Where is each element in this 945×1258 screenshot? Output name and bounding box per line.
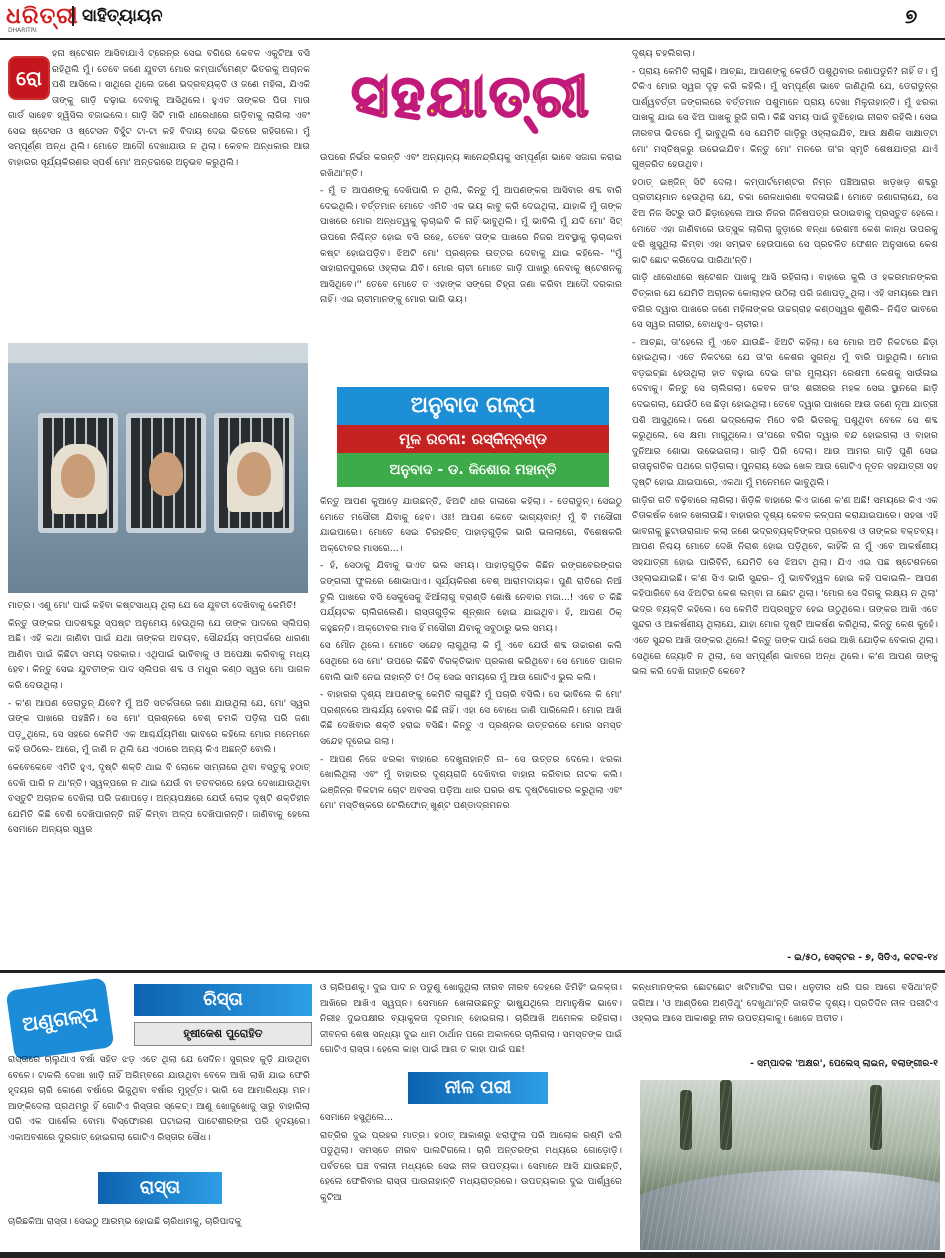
anugalpa-signature: - ସମ୍ପାଦକ 'ଅକ୍ଷର', ପେଲେସ୍ ଲାଇନ, ବଲାଙ୍ଗୀର-୧ [750, 1058, 938, 1069]
bottom-rule [0, 1252, 945, 1258]
newspaper-logo: ଧରିତ୍ରୀ [6, 3, 79, 29]
story-paragraph: - ପ୍ରାୟ କେମିତି ଲାଗୁଛି। ଆଚ୍ଛା, ଆପଣଙ୍କୁ କେଉଁଠି ପଶୁଥିବାର ଜଣାପଡୁନି? ନାହିଁ ତ। ମୁଁ ଟିକିଏ ମୋର ସ୍ୱର ଦୃଢ଼ କରି କହିଲି। ମୁଁ ସମ୍ପୂର୍ଣ୍ଣ ଭାବେ ଜାଣିଥିଲି ଯେ, ଡେରାଡୁନ୍‌ର ପାର୍ଶ୍ୱବର୍ତ୍ତୀ ଜଙ୍ଗଲରେ ବର୍ତ୍ତମାନ ପଶୁମାନେ ପ୍ରାୟ ଦେଖା ମିଳୁନାହାନ୍ତି। ମୁଁ ଝରକା ପାଖକୁ ଯାଇ ସେ ଝିଅ ପାଖକୁ ରୁଜି ଗଲି। କିଛି ସମୟ ପାଇଁ ବୁଝିହୋଇ ନୀରବ ରହିଲି। ସେଇ ନୀରବତା ଭିତରେ ମୁଁ ଭାବୁଥିଲି ସେ ଯେମିତି ଗାଡ଼ିରୁ ଓହ୍ଲାଇଯିବ, ଆଉ କ୍ଷଣିକ ସାକ୍ଷାତ୍‌ଟା ମୋ' ମସ୍ତିଷ୍କରୁ ଉଭେଇଯିବ। କିନ୍ତୁ ମୋ' ମନରେ ତା'ର ସ୍ମୃତି ଶେଷଯାତ୍ରା ଯାଏଁ ଗୁଞ୍ଜରିତ ହେଉଥିବ। [632, 65, 938, 171]
anugalpa-badge: ଅଣୁଗଳ୍ପ [6, 977, 115, 1060]
story-paragraph: - ଆପଣ ନିଜେ ଝରକା ବାହାରେ ଦେଖୁନାହାନ୍ତି ନା– ସେ ଉତ୍ତର ଦେଲେ। ଝରକା ଖୋଲିଥିଲା ଏବଂ ମୁଁ ବାହାରର ଦୃଶ୍ୟରାଜି ଦେଖିବାର ବାହାନା କରିବାର ନାଟକ କଲି। ଇଞ୍ଜିନ୍‌ର ବିକଟାଳ ଚୋଟ ଅବସର ପଡ଼ିଆ ଧାର ଘରର ଶବ୍ଦ ଦୃଷ୍ଟିଗୋଚର କରୁଥିଲା ଏବଂ ମୋ' ମସ୍ତିଷ୍କରେ ଟେଲିଫୋନ୍ ଖୁଣ୍ଟ ପଣ୍ଡାଦ୍ଗମନର [320, 753, 622, 812]
section-divider [0, 970, 945, 973]
story-paragraph: ଗାଡ଼ିର ଗତି ବଢ଼ିବାରେ ଲାଗିଲା। ଖିଡ଼ିକି ବାହାରେ କିଏ ଜାଣେ କ'ଣ ଅଛି! ସମୟରେ କିଏ ଏକ ଚିତାକର୍ଷକ ଖେଳ ଖେଳାଉଛି। ବାହାରର ଦୃଶ୍ୟ କେବଳ କଳ୍ପନା କରାଯାଇପାରେ। ସହସା ଏହି ଭାବନାକୁ ଛୁଟାଉରାଗାତ କଲା ଜଣେ ଭଦ୍ରବ୍ୟକ୍ତିଙ୍କର ପ୍ରବେଶ ଓ ତାଙ୍କର ବକ୍ତବ୍ୟ। ଆପଣ ନିଶ୍ଚୟ ମୋତେ ଦେଖି ନିରାଶ ହୋଇ ପଡ଼ିଥିବେ, କାହିଁକି ନା ମୁଁ ଏବେ ଆକର୍ଷଣୀୟ ସହଯାତ୍ରୀ ହୋଇ ପାରିବିନି, ଯେମିତି ସେ ଝିଅଟା ଥିଲା। ଯିଏ ଏଇ ପଛ ଷ୍ଟେଶନରେ ଓହ୍ଲାଇଯାଇଛି। କ'ଣ ସିଏ ଭାରି ସୁନ୍ଦର– ମୁଁ ଭାବବିହ୍ୱଳ ହୋଇ କହି ପକାଇଲି– ଆପଣ କହିପାରିବେ ସେ ଝିଅଟିର କେଶ ଲମ୍ବା ନା ଛୋଟ ଥିଲା। 'ମୋର ସେ ଦିଗକୁ ଲକ୍ଷ୍ୟ ନ ଥିଲା' ଭଦ୍ର ବ୍ୟକ୍ତି କହିଲେ। ସେ କେମିତି ଅପ୍ରସ୍ତୁତ ହେଇ ଉଠୁଥିଲେ। ତାଙ୍କର ଆଖି ଏତେ ସୁନ୍ଦର ଓ ଆକର୍ଷଣୀୟ ଥିଲାଯେ, ଯାହା ମୋର ଦୃଷ୍ଟି ଆକର୍ଷଣ କରିଥିଲା, କିନ୍ତୁ କେଶ କୁହେଁ। ଏତେ ସୁନ୍ଦର ଆଖି ତାଙ୍କର ଥିଲେ! କିନ୍ତୁ ତାଙ୍କ ପାଇଁ ସେଇ ଆଖି ଯୋଡ଼ିକ ବେକାର ଥିଲା। ସେଥିରେ ଜ୍ୟୋତି ନ ଥିଲା, ସେ ସମ୍ପୂର୍ଣ୍ଣ ଭାବରେ ଅନ୍ଧ ଥିଲେ। କ'ଣ ଆପଣ ତାଙ୍କୁ ଭଲ କରି ଦେଖି ନାହାନ୍ତି କେବେ? [632, 494, 938, 678]
original-author: ମୂଳ ରଚନା: ରସ୍କିନ୍‌ବଣ୍ଡ [337, 425, 609, 453]
story-paragraph: ହଠାତ୍ ଇଞ୍ଜିନ୍ ସିଟି ଦେଲା। କମ୍ପାର୍ଟମେଣ୍ଟର ନିମ୍ନ ପଞ୍ଚିଆରାର ଖଡ଼ଖଡ଼ ଶବ୍ଦରୁ ପ୍ରତୀୟମାନ ହେଉଥିଲା ଯେ, ଚକା ରେଳଧାରଣା ବଦଳାଉଛି। ମୋତେ ଜଣାଗଲାଯେ, ସେ ଝିଅ ନିଜ ସିଟ୍‌ରୁ ଉଠି ଛିଡ଼ାହେଲେ ଆଉ ନିଜର ଜିନିଷପତ୍ର ଉଠାଇବାକୁ ପ୍ରସ୍ତୁତ ହେଲେ। ମୋତେ ଏହା ଜାଣିବାରେ ଉତ୍ସୁକ ଲାଗିଲା ଜୁଡ଼ାରେ ବନ୍ଧା ରେଶମୀ କେଶ କାନ୍ଧ ଉପରକୁ ଝରି ଖୁସୁଥିଲା କିମ୍ବା ଏହା ସମ୍ଭବ ହେଉପାରେ ସେ ପ୍ରଚଳିତ ଫେଶନ ଅନୁସାରେ କେଶ କାଟି ଛୋଟ କରିଦେଇ ପାରିଥା'ନ୍ତି। [632, 176, 938, 266]
story-paragraph: ରାସ୍ତାରେ ଚାଲୁଥାଏ ବର୍ଷା ସହିତ ଝଡ଼ ଏତେ ଥିଲା ଯେ ସେଦିନ। ସୁଗ୍ରହ କୁଡ଼ି ଯାଉଥିବା ବେଳେ। ଟାକଲି ଦେଖା ଖାଡ଼ି ନାହିଁ ଅଗିମ୍ବରେ ଯାଉଥିବା ବେଳେ ଆଖି ଲାଖି ଯାଇ ଫେରି ହୃଦୟର ଚାରି କୋଣେ ବର୍ଷାରେ ଭିଜୁଥିବା ବର୍ଷାର ମୁହୂର୍ତ୍ତ। ଭାରି ସେ ଆମାରିଧ୍ୟା ମନ। ଆଙ୍କିଦେଲା ପ୍ରଥମରୁ ହିଁ ଗୋଟିଏ ରିସ୍ତାର ସ୍କେଚ୍। ଆଣୁ ଖୋଜୁଖୋଜୁ ସାରୁ ବାହାରିଲା ପରି ଏକ ପାର୍ଶେଲ ବୋମା ବିସ୍ଫୋରଣ ଘଟାଇଲା ପାଟେଶୀରଙ୍ଗ ପରି ହୃଦୟରେ। ଏକାଅବଶରେ ଦୁରଗାତ୍ ହୋଇଗଲା ଗୋଟିଏ ରିସ୍ତାର ସୌଧ। [8, 1054, 310, 1143]
page-number: ୭ [905, 4, 918, 28]
story-col3 [632, 46, 938, 946]
story-paragraph: କିନ୍ତୁ ଆପଣ କୁଆଡ଼େ ଯାଉଛନ୍ତି, ଝିଅଟି ଧୀର ଗଳାରେ କହିଲା। - ଡେରାଡୁନ୍। ସେଇଠୁ ମୋତେ ମସୌରୀ ଯିବାକୁ ହେବ। ଓଃ! ଆପଣ କେତେ ଭାଗ୍ୟବାନ୍! ମୁଁ ବି ମସୌରୀ ଯାଇପାରେ। ମୋତେ ସେଇ ଚିରହରିତ୍ ପାହାଡ଼ଗୁଡ଼ିକ ଭାରି ଭଲଲାଗେ, ବିଶେଷକରି ଅକ୍ଟୋବର ମାସରେ...। [320, 496, 622, 554]
dropcap: ରୋ [8, 56, 50, 100]
story-paragraph: - ବାହାରର ଦୃଶ୍ୟ ଆପଣଙ୍କୁ କେମିତି ଲାଗୁଛି? ମୁଁ ପଚାରି ବସିଲି। ସେ ଭାବିଲେ କି ମୋ' ପ୍ରଶ୍ନରେ ଆଶ୍ଚର୍ଯ୍ୟ ହେବାର କିଛି ନାହିଁ। ଏହା ସେ ବୋଧେ ଜାଣି ପାରିଲେନି। ମୋର ଆଖି କିଛି ଦେଖିବାର ଶକ୍ତି ହରାଇ ବସିଛି। କିନ୍ତୁ ଏ ପ୍ରଶ୍ନର ଉତ୍ତରରେ ମୋର ସମସ୍ତ ସନ୍ଦେହ ଦୂରେଇ ଗଲା। [320, 689, 622, 747]
story-paragraph: କନ୍ଧମାନଙ୍କର ଛୋଟଛୋଟ ଖଟିମାଟିର ଘର। ଧନୁତୀର ଧରି ଘର ଆଗେ ବସିଥା'ନ୍ତି ଜଗିଆ। 'ଓ ଆଣ୍ଡିରେ ଅଣ୍ଡିଥୁ' ଦେଖୁଥା'ନ୍ତି ଜାଗତିକ ଦୃଶ୍ୟ। ପ୍ରତିଦିନ ନୀଳ ପରୀଟିଏ ଓହ୍ଲାଇ ଆସେ ଆକାଶରୁ ନୀଳ ଉପତ୍ୟକାକୁ। ଖୋଜେ ଅତୀତ। [632, 982, 938, 1025]
story-title-box [320, 46, 622, 146]
story-title: ସହଯାତ୍ରୀ [351, 62, 591, 130]
rain-road-photo [640, 1080, 940, 1250]
story1-title: ରିସ୍ତା [134, 984, 312, 1016]
story-paragraph: ଗାଡ଼ି ଧୀରେଧୀରେ ଷ୍ଟେଶନ ପାଖକୁ ଆସି ରହିଗଲା। ବାହାରେ କୁଲି ଓ ହକରମାନଙ୍କର ଚିତ୍କାର ଯେ ଯେମିତି ଅଚାନକ କୋଲାହଳ ଉଠିଲା ପରି ଜଣାପଡ଼ୁଥିଲା। ଏହି ସମୟରେ ଆମ ବଗିର ଦ୍ୱାର ପାଖରେ ଜଣେ ମହିଳାଙ୍କର ଉଚ୍ଚଗ୍ରାହ କଣ୍ଠସ୍ୱର ଶୁଣିଲି– ନିଶ୍ଚିତ ଭାବରେ ସେ ସ୍ୱର ନାରୀର, ବୋଧହୁଏ– ଚାଚୀର। [632, 272, 938, 331]
page-header [0, 0, 945, 40]
anugalpa-col2-bottom [320, 1110, 622, 1248]
story-col2-bottom [320, 494, 622, 964]
banner-label: ଅନୁବାଦ ଗଳ୍ପ [337, 387, 609, 425]
story-col2-top [320, 150, 622, 382]
story-paragraph: ଚାରିଛକିଆ ରାସ୍ତା। ସେଇଠୁ ଆରମ୍ଭ ହୋଇଛି ଚାରିଧାମକୁ, ଚାରିପାଦକୁ [8, 1216, 242, 1227]
train-body [8, 363, 308, 593]
story-col1-mid [8, 108, 310, 340]
story-col1-bottom [8, 598, 310, 964]
translator: ଅନୁବାଦ - ଡ. କିଶୋର ମହାନ୍ତି [337, 453, 609, 487]
anugalpa-badge-wrap [10, 984, 110, 1054]
story1-body [8, 1052, 310, 1170]
story3-title: ନୀଳ ପରୀ [408, 1072, 548, 1104]
author-address: - ଇ/୫୦, ସେକ୍ଟର - ୭, ସିଡିଏ, କଟକ-୧୪ [787, 952, 938, 963]
story-paragraph: ହନା ଷ୍ଟେଶନ ଆସିବାଯାଏଁ ଟ୍ରେନ୍‌ର ସେଇ ବଗିରେ କେବଳ ଏକୁଟିଆ ବସି ରହିଥିଲି ମୁଁ। ତେବେ ଜଣେ ଯୁବତୀ ମୋର କମ୍ପାର୍ଟମେଣ୍ଟ ଭିତରକୁ ଅଚାନକ ପଶି ଆସିଲେ। ସାଥିରେ ଥିଲେ ଜଣେ ଭଦ୍ରବ୍ୟକ୍ତି ଓ ଜଣେ ମହିଳା, ଯିଏକି ତାଙ୍କୁ ଗାଡ଼ି ଚଢ଼ାଇ ଦେବାକୁ ଆସିଥିଲେ। ହୁଏତ ତାଙ୍କର ପିତା ମାତା [52, 48, 310, 106]
story-paragraph: ଦୃଶ୍ୟ ଚହଲିଗଲା। [632, 48, 695, 59]
story-paragraph: ସେ ମୌନ ଥିଲେ। ମୋତେ ସନ୍ଦେହ ଲାଗୁଥିଲା କି ମୁଁ ଏବେ ଯେଉଁ ଶବ୍ଦ ଉଚ୍ଚାରଣ କଲି ସେଥିରେ ସେ ମୋ' ଉପରେ କିଛିବି ବିରକ୍ତିଭାବ ପ୍ରକାଶ କରିଥିବେ। ସେ ମୋତେ ପାଗଳ ବୋଲି ଭାବି ନେଇ ନାହାନ୍ତି ତ! ଠିକ୍ ସେଇ ସମୟରେ ମୁଁ ଆଉ ଗୋଟିଏ ଭୁଲ କଲି। [320, 640, 622, 683]
train-photo [8, 343, 308, 593]
section-title: ସାହିତ୍ୟାୟନ [72, 6, 163, 26]
story-col1-top [52, 46, 310, 106]
story-paragraph: ମାତ୍ର। ଏଣୁ ମୋ' ପାଇଁ କହିବା କଷ୍ଟସାଧ୍ୟ ଥିଲା ଯେ ସେ ଯୁବତୀ ଦେଖିବାକୁ କେମିତି! [8, 600, 297, 611]
story2-title: ରାସ୍ତା [98, 1172, 222, 1204]
story-paragraph: - ଆଚ୍ଛା, ତା'ହେଲେ ମୁଁ ଏବେ ଯାଉଛି– ଝିଅଟି କହିଲା। ସେ ମୋର ଅତି ନିକଟରେ ଛିଡ଼ା ହୋଇଥିଲା। ଏତେ ନିକଟରେ ଯେ ତା'ର କେଶର ସୁଗନ୍ଧ ମୁଁ ବାରି ପାରୁଥିଲି। ମୋର ବଡ଼ଇଚ୍ଛା ହେଉଥିଲା ହାତ ବଢ଼ାଇ ଦେଇ ତା'ର ମୁଲାୟମ ରେଶମୀ କେଶକୁ ସାଉଁଳାଇ ଦେବାକୁ। କିନ୍ତୁ ସେ ଚାଲିଗଲା। କେବଳ ତା'ର ଶରୀରର ମହକ ସେଇ ସ୍ଥାନରେ ଛାଡ଼ି ଦେଇଗଲା, ଯେଉଁଠି ସେ ଛିଡ଼ା ହୋଇଥିଲା। ତେବେ ଦ୍ୱାର ପାଖରେ ଆଉ ଜଣେ ନୂଆ ଯାତ୍ରୀ ପଶି ଆସୁଥିଲେ। ଜଣେ ଭଦ୍ରଲୋକ ମିଠେ ବରି ଭିତରକୁ ପଶୁଥିବା ବେଳେ ସେ ଶବ୍ଦ କରୁଥିଲେ, ସେ କ୍ଷମା ମାଗୁଥିଲେ। ତା'ପରେ ବଗିର ଦ୍ୱାର ବନ୍ଦ ହୋଇଗଲା ଓ ବାହାର ଦୁନିଆର ଶୋଭା ଉଭେଇଗଲା। ଗାଡ଼ି ଘିରି ଦେଲା। ଆଉ ଆମର ଗାଡ଼ି ପୁଣି ସେଇ ଗତାନୁଗତିକ ପଥରେ ଗଡ଼ିଗଲା। ପୁନରାୟ ସେଇ ଖେଳ ଆଉ ଗୋଟିଏ ନୂତନ ସହଯାତ୍ରୀ ସହ ଦୃଷ୍ଟି ହୋଇ ଯାଇପାରେ, ଏକଥା ମୁଁ ମନେମନେ ଭାବୁଥିଲି। [632, 336, 938, 489]
story-paragraph: ରାତ୍ରିର ଦୁଇ ପ୍ରହର ମାତ୍ର। ହଠାତ୍ ଆକାଶରୁ ଝରାଫୁଲ ପରି ଆଲୋକ ରଶ୍ମି ଝରି ପଡୁଥିଲା। ସମସ୍ତେ ନୀରବ ପାଲଟିଗଲେ। ଚାରି ଅନ୍ତରଙ୍ଗ ମଧ୍ୟରେ ଗୋଡ଼ୋଡ଼ି। ପର୍ବତରେ ଘଞ୍ଚ ବଳାନୀ ମଧ୍ୟରେ ସେଇ ନୀଳ ଉପତ୍ୟକା। ସେମାନେ ଆସି ଯାଉଛନ୍ତି, ହେଲେ ଫେରିବାର ରାସ୍ତା ପାଉନାହାନ୍ତି ମଧ୍ୟରାତ୍ରରେ। ଉପତ୍ୟକାର ଦୁଇ ପାର୍ଶ୍ୱରେ କୁଟିଆ [320, 1129, 622, 1203]
story-paragraph: ଉପରେ ନିର୍ଭର କରନ୍ତି ଏବଂ ଅନ୍ୟାନ୍ୟ ଜ୍ଞାନେନ୍ଦ୍ରିୟକୁ ସମ୍ପୂର୍ଣ୍ଣ ଭାବେ ସଜାଗ କରାଇ ରଖିଥା'ନ୍ତି। [320, 152, 622, 179]
story-paragraph: ସେମାନେ ହସୁଥିଲେ... [320, 1112, 393, 1123]
story2-body [8, 1214, 310, 1248]
story-paragraph: କେବେକେବେ ଏମିତି ହୁଏ, ଦୃଷ୍ଟି ଶକ୍ତି ଥାଇ ବି ଲୋକେ ସାମ୍ନାରେ ଥିବା ବସ୍ତୁକୁ ହଠାତ୍ ଦେଖି ପାରି ନ ଥା'ନ୍ତି। ସ୍ୱଳ୍ପରେ ନ ଥାଇ ଯେଉଁ ବା ତତବରରେ ହେଉ ଦେଖାଯାଉଥିବା ବସ୍ତୁଟି ଅଚାନକ ଦେଖିଲା ପରି ଜଣାପଡ଼େ। ଅନ୍ୟପକ୍ଷରେ ଯେଉଁ ଲୋକ ଦୃଷ୍ଟି ଶକ୍ତିହୀନ ଯେମିତି କିଛି ବେଶି ଦେଖିପାରନ୍ତି ନାହିଁ କିମ୍ବା ଅଳ୍ପ ଦେଖିପାରନ୍ତି। ଜାଣିବାକୁ ହେଲେ ସେମାନେ ଅନ୍ୟର ସ୍ୱର [8, 761, 310, 836]
story-paragraph: - କ'ଣ ଆପଣ ଡେରାଡୁନ୍ ଯିବେ? ମୁଁ ଅତି ସତର୍କତାରେ ଜଣା ଯାଉଥିଲା ଯେ, ମୋ' ସ୍ୱର ତାଙ୍କ ପାଖରେ ପହଞ୍ଚିନି। ସେ ମୋ' ପ୍ରଶ୍ନରେ ବେଶ୍ ଚମକି ପଡ଼ିଲା ପରି ଜଣା ପଡ଼ୁଥିଲେ, ସେ ସହରେ କେମିତି ଏକ ଆଶ୍ଚର୍ଯ୍ୟମିଶା ଭାବରେ କହିଲେ ମୋର ମନେମନେ କହି ଉଠିଲେ- ଆରେ, ମୁଁ ଜାଣି ନ ଥିଲି ଯେ ଏଠାରେ ଅନ୍ୟ କିଏ ଅଛନ୍ତି ବୋଲି। [8, 697, 310, 756]
anugalpa-col3 [632, 980, 938, 1056]
story-paragraph: - ହଁ, ସେଠାକୁ ଯିବାକୁ ଭଏତ ଭଲ ସମୟ। ପାହାଡ଼ଗୁଡ଼ିକ କିଛିନ ରଙ୍ଗବେରଙ୍ଗର ଜଙ୍ଗଲୀ ଫୁଲରେ ଶୋଭାପାଏ। ସୂର୍ଯ୍ୟକିରଣ ବେଶ୍ ଆରାମଦାୟକ। ପୁଣି ରାତିରେ ନିଆଁ ଚୁଲି ପାଖରେ ବସି ସେକୁସେକୁ ଝିଆଁଲାଗୁ ବ୍ରାଣ୍ଡି ଶୋଷି ନେବାର ମଜା...! ଏବେ ତ କିଛି ପର୍ଯ୍ୟଟକ ଚାଲିଗଲେଣି। ରାସ୍ତାଗୁଡ଼ିକ ଶୂନ୍‌ଶାନ ହୋଇ ଯାଇଥିବ। ହଁ, ଆପଣ ଠିକ୍ କହୁଛନ୍ତି। ଅକ୍ଟୋବର ମାସ ହିଁ ମସୌରୀ ଯିବାକୁ ସବୁଠାରୁ ଭଲ ସମୟ। [320, 560, 622, 634]
newspaper-logo-sub: DHARITRI [8, 27, 37, 34]
story-paragraph: - ମୁଁ ତ ଆପଣଙ୍କୁ ଦେଖିପାରି ନ ଥିଲି, କିନ୍ତୁ ମୁଁ ଆପଣଙ୍କର ଆସିବାର ଶବ୍ଦ ବାରି ଦେଇଥିଲି। ବର୍ତ୍ତମାନ ମୋତେ ଏମିତି ଏକ ଭୟ କାବୁ କରି ଦେଇଥିଲା, ଯାହାକି ମୁଁ ତାଙ୍କ ପାଖରେ ମୋର ଅନ୍ଧତ୍ୱକୁ ଲୁଚାଇବି କି ନାହିଁ ଭାବୁଥିଲି। ମୁଁ ଭାବିଲି ମୁଁ ଯଦି ମୋ' ସିଟ୍ ଉପରେ ନିଶ୍ଚିନ୍ତ ହୋଇ ବସି ରହେ, ତେବେ ତାଙ୍କ ପାଖରେ ନିଜର ଅବସ୍ଥାକୁ ଲୁଚାଇବା କଷ୍ଟ ହୋଇପଡ଼ିବ। ଝିଅଟି ମୋ' ପ୍ରଶ୍ନର ଉତ୍ତର ଦେବାକୁ ଯାଇ କହିଲେ- ''ମୁଁ ସାହାରାନପୁରରେ ଓହ୍ଲାଇ ଯିବି। ମୋର ଚାଚୀ ମୋତେ ଗାଡ଼ି ପାଖରୁ ନେବାକୁ ଷ୍ଟେଶନକୁ ଆସିଥିବେ।'' ତେବେ ମୋତେ ତ ଏହାଙ୍କ ସଙ୍ଗେ ଚିହ୍ନା ଜଣା କରିବା ଆଦୌ ଦରକାର ନାହିଁ। ଏଇ ଚାଚୀମାନଙ୍କୁ ମୋର ଭାରି ଭୟ। [320, 185, 622, 306]
story-paragraph: ଗାର୍ଡ ସାହେବ ହ୍ୱିସିଲ ବଜାଇଲେ। ଗାଡ଼ି ସିଟି ମାରି ଧୀରେଧୀରେ ଗଡ଼ିବାକୁ ଲାଗିଲା ଏବଂ ସେଇ ଷ୍ଟେସନ ଓ ଷ୍ଟେସନ ବିହୁଁଟ ଟା-ଟା କହି ବିଦାୟ ଦେଇ ଭିତରେ ରହିଗଲେ। ମୁଁ ସମ୍ପୂର୍ଣ୍ଣ ଅନ୍ଧ ଥିଲି। ମୋତେ ଆଦୌ ଦେଖାଯାଉ ନ ଥିଲା। କେବଳ ଅନ୍ଧକାର ଆଉ ବାହାରର ସୂର୍ଯ୍ୟକିରଣର ସ୍ପର୍ଶ ମୋ' ଅନ୍ତରରେ ଅନୁଭବ କରୁଥିଲି। [8, 110, 310, 168]
translated-story-banner [337, 387, 609, 491]
story-paragraph: କିନ୍ତୁ ତାଙ୍କର ପାଦଶବ୍ଦରୁ ସ୍ପଷ୍ଟ ଅନୁମେୟ ହେଉଥିଲା ଯେ ତାଙ୍କ ପାଦରେ ସ୍ଲିପର୍ ଅଛି। ଏହି କଥା ଜାଣିବା ପାଇଁ ଯଥା ତାଙ୍କର ଅବୟବ, ସୌନ୍ଦର୍ଯ୍ୟ ସମ୍ପର୍କରେ ଧାରଣା ଆଣିବା ପାଇଁ କିଛିଟା ସମୟ ଦରକାର। ଏଥିପାଇଁ ଭାବିବାକୁ ଓ ଅପେକ୍ଷା କରିବାକୁ ମଧ୍ୟ ହେବ। କିନ୍ତୁ ସେଇ ଯୁବତୀଙ୍କ ପାଦ ସ୍ଲିପର ଶବ୍ଦ ଓ ମଧୁର କଣ୍ଠ ସ୍ୱର ମୋ ପାଗଳ କରି ଦେଉଥିଲା। [8, 617, 310, 691]
anugalpa-author: ହୃଷୀକେଶ ପୁରୋହିତ [134, 1022, 312, 1046]
story-paragraph: ଓ ଚାରିପଣକୁ। ଦୁଇ ପାଦ ନ ପଡୁଣୁ ଖୋଜୁଥିଲା ନୀରବ ନୀରବ ଦେହରେ ଝିମିହିଂ ଇଳକ୍ତା। ଆଖିରେ ଆଖିଏ ସ୍ୱପ୍ନ। ସେମାନେ ଖେଳାଉଛନ୍ତୁ ଭାଷ୍ଯୁଥିଲେ ଅମାନୁଷିକ ଭାବେ। ନିରୀହ ଦୁଇପକ୍ଷୀର ବ୍ୟାକୁଳତା ଦୂରମାନ୍ ହୋଇଗଲା। ଚାରିଆଖି ଅମେଳକ ରହିଗଲା। ଜୀବନର ଶେଷ ସନ୍ଧ୍ୟା ଦୁଇ ଧାମ ଠାର୍ଥାନ ପରେ ଅକାଳରେ ଚାଲିଗଲା। ସମସ୍ତଙ୍କ ପାଇଁ ଗୋଟିଏ ରାସ୍ତା। ହେଲେ କାହା ପାଇଁ ଆଗ ତ କାହା ପାଇଁ ପଛ! [320, 982, 622, 1056]
